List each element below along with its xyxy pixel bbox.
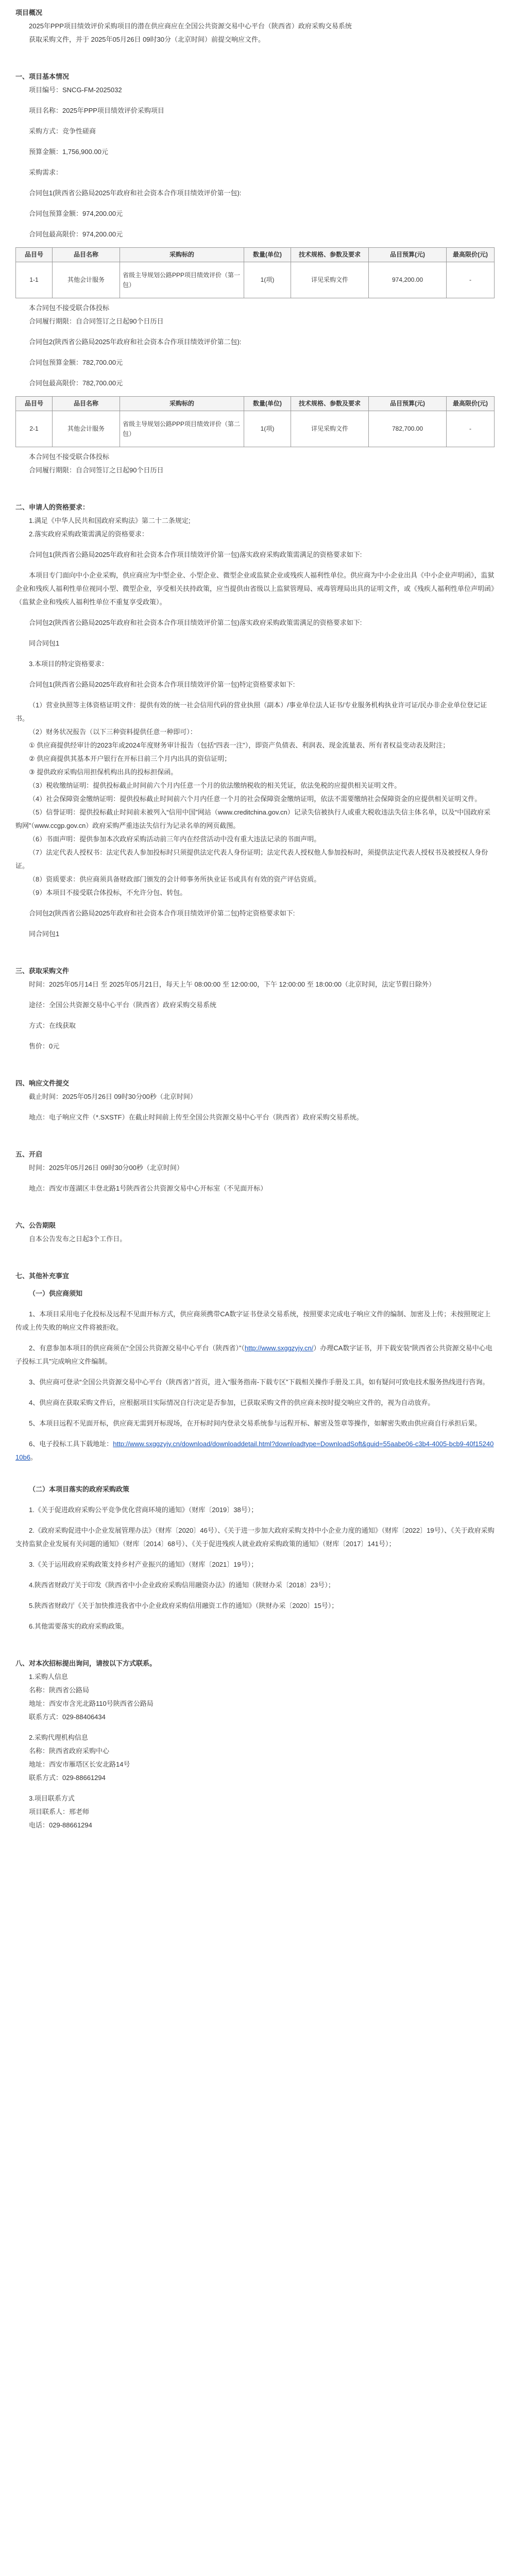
download-tool-link[interactable]: http://www.sxggzyjy.cn/download/downloaddetail.html?downloadtype=DownloadSoft&guid=55aabe06-c3b4-4005-bcb9-40f1524010b6 bbox=[15, 1440, 494, 1462]
policy-item-2: 2.《政府采购促进中小企业发展管理办法》（财库〔2020〕46号）、《关于进一步加大政府采购支持中小企业力度的通知》（财库〔2022〕19号）、《关于政府采购支持监狱企业发展有关问题的通知》（财库〔2014〕68号）、《关于促进残疾人就业政府采购政策的通知》（财库〔2017〕141号）； bbox=[15, 1527, 495, 1548]
package-2-table bbox=[15, 396, 495, 447]
same-as-package-1-qualification: 同合同包1 bbox=[29, 930, 60, 938]
package-1-budget: 合同包预算金额：974,200.00元 bbox=[29, 210, 123, 217]
policy-item-1: 1.《关于促进政府采购公平竞争优化营商环境的通知》（财库〔2019〕38号）； bbox=[29, 1506, 258, 1514]
qualification-5: （5）信誉证明：提供投标截止时间前未被列入“信用中国”网站（www.creditchina.gov.cn）记录失信被执行人或重大税收违法失信主体名单，以及“中国政府采购网”（www.ccgp.gov.cn）政府采购严重违法失信行为记录名单的网页截图。 bbox=[15, 808, 491, 830]
cell-spec: 详见采购文件 bbox=[291, 262, 369, 298]
policy-text: 本项目专门面向中小企业采购，供应商应为中型企业、小型企业、微型企业或监狱企业或残疾人福利性单位。供应商为中小企业出具《中小企业声明函》，监狱企业和残疾人福利性单位视同小型、微型企业，享受相关扶持政策，应当提供由省级以上监狱管理局、戒毒管理局出具的证明文件，或《残疾人福利性单位声明函》（监狱企业和残疾人福利性单位不重复享受政策）。 bbox=[15, 571, 495, 606]
package-1-title: 合同包1(陕西省公路局2025年政府和社会资本合作项目绩效评价第一包): bbox=[29, 189, 242, 197]
qualification-4: （4）社会保障资金缴纳证明：提供投标截止时间前六个月内任意一个月的社会保障资金缴纳证明，依法不需要缴纳社会保障资金的应提供相关证明文件。 bbox=[29, 795, 482, 803]
notice-item-5: 5、本项目远程不见面开标，供应商无需到开标现场，在开标时间内登录交易系统参与远程开标、解密及签章等操作，如解密失败由供应商自行承担后果。 bbox=[29, 1419, 482, 1428]
contact-phone: 电话：029-88661294 bbox=[29, 1821, 92, 1829]
section-6-heading: 六、公告期限 bbox=[15, 1222, 56, 1230]
notice-period: 自本公告发布之日起3个工作日。 bbox=[29, 1235, 127, 1243]
package-2-note-consortium: 本合同包不接受联合体投标 bbox=[29, 453, 110, 461]
purchaser-phone: 联系方式：029-88406434 bbox=[29, 1713, 106, 1721]
notice-item-2: 2、有意参加本项目的供应商须在“全国公共资源交易中心平台（陕西省）”（http://www.sxggzyjy.cn/）办理CA数字证书，并下载安装“陕西省公共资源交易中心电子投标工具”完成响应文件编制。 bbox=[15, 1344, 492, 1366]
requirement-2-package-2: 合同包2(陕西省公路局2025年政府和社会资本合作项目绩效评价第二包)落实政府采购政策需满足的资格要求如下: bbox=[29, 619, 362, 627]
agency-title: 2.采购代理机构信息 bbox=[29, 1734, 88, 1742]
policy-item-5: 5.陕西省财政厅《关于加快推进我省中小企业政府采购信用融资工作的通知》（陕财办采〔2020〕15号）； bbox=[29, 1602, 338, 1610]
col-item-name: 品目名称 bbox=[53, 248, 120, 262]
budget-amount: 预算金额：1,756,900.00元 bbox=[29, 148, 108, 156]
cell-budget: 974,200.00 bbox=[369, 262, 447, 298]
overview-line-2: 获取采购文件，并于 2025年05月26日 09时30分（北京时间）前提交响应文件。 bbox=[29, 36, 265, 43]
procurement-method: 采购方式：竞争性磋商 bbox=[29, 127, 96, 135]
policy-item-6: 6.其他需要落实的政府采购政策。 bbox=[29, 1622, 128, 1631]
agency-phone: 联系方式：029-88661294 bbox=[29, 1774, 106, 1782]
qualification-6: （6）书面声明：提供参加本次政府采购活动前三年内在经营活动中没有重大违法记录的书面声明。 bbox=[29, 835, 321, 843]
col-item-no: 品目号 bbox=[16, 248, 53, 262]
qualification-2: （2）财务状况报告（以下三种资料提供任意一种即可）： bbox=[29, 728, 197, 736]
qualification-7: （7）法定代表人授权书：法定代表人参加投标时只须提供法定代表人身份证明；法定代表人授权他人参加投标时，须提供法定代表人授权书及被授权人身份证。 bbox=[15, 849, 488, 870]
requirement-3: 3.本项目的特定资格要求： bbox=[29, 660, 108, 668]
overview-line-1: 2025年PPP项目绩效评价采购项目的潜在供应商应在全国公共资源交易中心平台（陕西省）政府采购交易系统 bbox=[29, 22, 352, 30]
col-budget: 品目预算(元) bbox=[369, 248, 447, 262]
section-4-heading: 四、响应文件提交 bbox=[15, 1079, 70, 1088]
purchaser-name: 名称：陕西省公路局 bbox=[29, 1686, 90, 1694]
col-target: 采购标的 bbox=[120, 248, 244, 262]
col-item-name: 品目名称 bbox=[53, 397, 120, 411]
notice-item-1: 1、本项目采用电子化投标及远程不见面开标方式，供应商须携带CA数字证书登录交易系统，按照要求完成电子响应文件的编制、加密及上传；未按照规定上传或上传失败的响应文件将被拒收。 bbox=[15, 1310, 491, 1332]
col-item-no: 品目号 bbox=[16, 397, 53, 411]
purchaser-title: 1.采购人信息 bbox=[29, 1673, 68, 1681]
cell-item-name: 其他会计服务 bbox=[53, 262, 120, 298]
acquire-time: 时间：2025年05月14日 至 2025年05月21日，每天上午 08:00:00 至 12:00:00，下午 12:00:00 至 18:00:00（北京时间，法定节假日除外） bbox=[29, 980, 435, 989]
col-target: 采购标的 bbox=[120, 397, 244, 411]
cell-cap: - bbox=[447, 262, 495, 298]
same-as-package-1: 同合同包1 bbox=[29, 639, 60, 648]
package-2-budget: 合同包预算金额：782,700.00元 bbox=[29, 359, 123, 367]
requirements-title: 采购需求： bbox=[29, 168, 63, 176]
table-header-row bbox=[16, 248, 495, 262]
package-1-note-term: 合同履行期限：自合同签订之日起90个日历日 bbox=[29, 317, 164, 326]
section-1-heading: 一、项目基本情况 bbox=[15, 73, 70, 80]
section-7-heading: 七、其他补充事宜 bbox=[15, 1272, 70, 1280]
supplier-notice-title: （一）供应商须知 bbox=[29, 1290, 83, 1298]
qualification-3: （3）税收缴纳证明：提供投标截止时间前六个月内任意一个月的依法缴纳税收的相关凭证，依法免税的应提供相关证明文件。 bbox=[29, 782, 401, 790]
col-cap: 最高限价(元) bbox=[447, 248, 495, 262]
qualification-9: （9）本项目不接受联合体投标，不允许分包、转包。 bbox=[29, 889, 187, 897]
package-2-title: 合同包2(陕西省公路局2025年政府和社会资本合作项目绩效评价第二包): bbox=[29, 338, 242, 346]
policy-item-4: 4.陕西省财政厅关于印发《陕西省中小企业政府采购信用融资办法》的通知（陕财办采〔2018〕23号）； bbox=[29, 1581, 335, 1589]
cell-budget: 782,700.00 bbox=[369, 411, 447, 447]
cell-item-no: 1-1 bbox=[16, 262, 53, 298]
cell-quantity: 1(项) bbox=[244, 411, 291, 447]
cell-target: 省级主导规划公路PPP项目绩效评价（第一包） bbox=[120, 262, 244, 298]
requirement-1: 1.满足《中华人民共和国政府采购法》第二十二条规定; bbox=[29, 517, 191, 525]
cell-quantity: 1(项) bbox=[244, 262, 291, 298]
project-name: 项目名称：2025年PPP项目绩效评价采购项目 bbox=[29, 107, 164, 114]
col-spec: 技术规格、参数及要求 bbox=[291, 397, 369, 411]
package-1-cap: 合同包最高限价：974,200.00元 bbox=[29, 230, 123, 238]
cell-item-no: 2-1 bbox=[16, 411, 53, 447]
package-2-note-term: 合同履行期限：自合同签订之日起90个日历日 bbox=[29, 466, 164, 474]
section-3-heading: 三、获取采购文件 bbox=[15, 967, 70, 975]
requirement-2: 2.落实政府采购政策需满足的资格要求： bbox=[29, 530, 148, 538]
submission-deadline: 截止时间：2025年05月26日 09时30分00秒（北京时间） bbox=[29, 1093, 197, 1101]
table-header-row bbox=[16, 397, 495, 411]
cell-cap: - bbox=[447, 411, 495, 447]
notice-item-4: 4、供应商在获取采购文件后，应根据项目实际情况自行决定是否参加，已获取采购文件的供应商未按时提交响应文件的，视为自动放弃。 bbox=[29, 1399, 435, 1407]
requirement-2-package-1: 合同包1(陕西省公路局2025年政府和社会资本合作项目绩效评价第一包)落实政府采购政策需满足的资格要求如下: bbox=[29, 551, 362, 559]
overview-heading: 项目概况 bbox=[15, 9, 43, 16]
cell-spec: 详见采购文件 bbox=[291, 411, 369, 447]
col-quantity: 数量(单位) bbox=[244, 397, 291, 411]
contact-title: 3.项目联系方式 bbox=[29, 1794, 75, 1803]
agency-name: 名称：陕西省政府采购中心 bbox=[29, 1747, 110, 1755]
qualification-2c: ③ 提供政府采购信用担保机构出具的投标担保函。 bbox=[29, 768, 178, 776]
qualification-8: （8）资质要求：供应商须具备财政部门颁发的会计师事务所执业证书或具有有效的资产评估资质。 bbox=[29, 875, 321, 884]
notice-item-6: 6、电子投标工具下载地址：http://www.sxggzyjy.cn/download/downloaddetail.html?downloadtype=DownloadSoft&guid=55aabe06-c3b4-4005-bcb9-40f1524010b6。 bbox=[15, 1440, 494, 1462]
section-5-heading: 五、开启 bbox=[15, 1150, 43, 1159]
section-2-heading: 二、申请人的资格要求： bbox=[15, 503, 90, 512]
trading-platform-link[interactable]: http://www.sxggzyjy.cn/ bbox=[244, 1344, 314, 1352]
qualification-1: （1）营业执照等主体资格证明文件：提供有效的统一社会信用代码的营业执照（副本）/事业单位法人证书/专业服务机构执业许可证/民办非企业单位登记证书。 bbox=[15, 701, 487, 723]
project-number: 项目编号：SNCG-FM-2025032 bbox=[29, 86, 122, 94]
policy-list-title: （二）本项目落实的政府采购政策 bbox=[29, 1485, 130, 1494]
table-row bbox=[16, 262, 495, 298]
col-spec: 技术规格、参数及要求 bbox=[291, 248, 369, 262]
opening-place: 地点：西安市莲湖区丰登北路1号陕西省公共资源交易中心开标室（不见面开标） bbox=[29, 1184, 267, 1193]
notice-item-3: 3、供应商可登录“全国公共资源交易中心平台（陕西省）”首页，进入“服务指南-下载专区”下载相关操作手册及工具，如有疑问可致电技术服务热线进行咨询。 bbox=[29, 1378, 489, 1386]
opening-time: 时间：2025年05月26日 09时30分00秒（北京时间） bbox=[29, 1164, 183, 1172]
acquire-mode: 方式：在线获取 bbox=[29, 1022, 76, 1030]
contact-person: 项目联系人：邢老师 bbox=[29, 1808, 90, 1816]
package-1-table bbox=[15, 247, 495, 298]
col-cap: 最高限价(元) bbox=[447, 397, 495, 411]
package-2-cap: 合同包最高限价：782,700.00元 bbox=[29, 379, 123, 387]
agency-address: 地址：西安市雁塔区长安北路14号 bbox=[29, 1760, 130, 1769]
package-1-note-consortium: 本合同包不接受联合体投标 bbox=[29, 304, 110, 312]
section-8-heading: 八、对本次招标提出询问，请按以下方式联系。 bbox=[15, 1659, 157, 1668]
col-quantity: 数量(单位) bbox=[244, 248, 291, 262]
cell-target: 省级主导规划公路PPP项目绩效评价（第二包） bbox=[120, 411, 244, 447]
document-price: 售价：0元 bbox=[29, 1042, 60, 1050]
requirement-3-package-2: 合同包2(陕西省公路局2025年政府和社会资本合作项目绩效评价第二包)特定资格要求如下: bbox=[29, 909, 295, 918]
qualification-2a: ① 供应商提供经审计的2023年或2024年度财务审计报告（包括“四表一注”），即资产负债表、利润表、现金流量表、所有者权益变动表及附注； bbox=[29, 741, 450, 750]
col-budget: 品目预算(元) bbox=[369, 397, 447, 411]
submission-place: 地点：电子响应文件（*.SXSTF）在截止时间前上传至全国公共资源交易中心平台（陕西省）政府采购交易系统。 bbox=[29, 1113, 363, 1122]
qualification-2b: ② 供应商提供其基本开户银行在开标日前三个月内出具的资信证明； bbox=[29, 755, 231, 763]
purchaser-address: 地址：西安市含光北路110号陕西省公路局 bbox=[29, 1700, 154, 1708]
acquire-place: 途径：全国公共资源交易中心平台（陕西省）政府采购交易系统 bbox=[29, 1001, 217, 1009]
table-row bbox=[16, 411, 495, 447]
cell-item-name: 其他会计服务 bbox=[53, 411, 120, 447]
requirement-3-package-1: 合同包1(陕西省公路局2025年政府和社会资本合作项目绩效评价第一包)特定资格要求如下: bbox=[29, 681, 295, 689]
policy-item-3: 3.《关于运用政府采购政策支持乡村产业振兴的通知》（财库〔2021〕19号）； bbox=[29, 1561, 258, 1569]
